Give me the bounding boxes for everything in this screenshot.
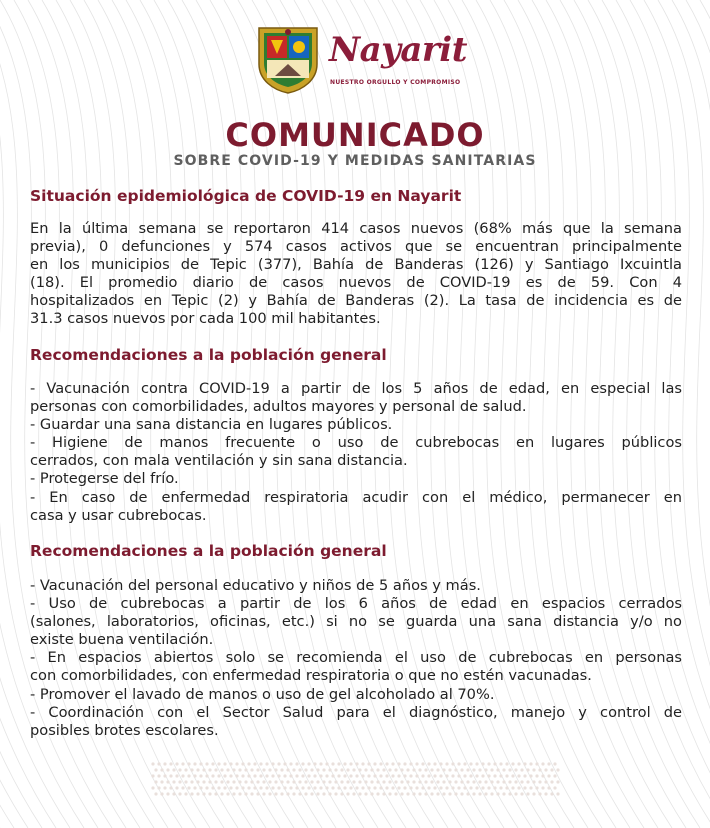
list-item-line: posibles brotes escolares. — [30, 721, 219, 739]
page-subtitle: SOBRE COVID-19 Y MEDIDAS SANITARIAS — [173, 153, 537, 169]
coat-of-arms-icon — [255, 24, 321, 94]
list-item-line: casa y usar cubrebocas. — [30, 506, 207, 524]
list-item-line: - Coordinación con el Sector Salud para el diagnóstico, manejo y control de — [30, 703, 682, 721]
list-item-line: - En caso de enfermedad respiratoria acudir con el médico, permanecer en — [30, 488, 682, 506]
list-item-line: - Higiene de manos frecuente o uso de cubrebocas en lugares públicos — [30, 434, 682, 452]
text-line: (18). El promedio diario de casos nuevos de COVID-19 es de 59. Con 4 — [30, 274, 682, 292]
section-heading-general-recommendations: Recomendaciones a la población general — [30, 346, 387, 364]
list-item-line: cerrados, con mala ventilación y sin sana distancia. — [30, 452, 408, 470]
page-title: COMUNICADO — [225, 116, 485, 154]
list-item-line: - En espacios abiertos solo se recomienda el uso de cubrebocas en personas — [30, 649, 682, 667]
list-item-line: existe buena ventilación. — [30, 631, 214, 649]
text-line: previa), 0 defunciones y 574 casos activos que se encuentran principalmente — [30, 238, 682, 256]
text-line: 31.3 casos nuevos por cada 100 mil habitantes. — [30, 310, 381, 328]
section-body-situation — [30, 220, 682, 329]
text-line: en los municipios de Tepic (377), Bahía de Banderas (126) y Santiago Ixcuintla — [30, 256, 682, 274]
header-logo — [255, 24, 465, 96]
list-item-line: con comorbilidades, con enfermedad respiratoria o que no estén vacunadas. — [30, 667, 592, 685]
list-item-line: personas con comorbilidades, adultos mayores y personal de salud. — [30, 398, 527, 416]
section-body-general-recommendations — [30, 380, 682, 525]
decorative-pattern-band — [150, 760, 560, 800]
brand-slogan: NUESTRO ORGULLO Y COMPROMISO — [330, 79, 461, 86]
text-line: hospitalizados en Tepic (2) y Bahía de Banderas (2). La tasa de incidencia es de — [30, 292, 682, 310]
section-heading-school-recommendations: Recomendaciones a la población general — [30, 542, 387, 560]
list-item-line: - Protegerse del frío. — [30, 470, 179, 488]
list-item-line: - Promover el lavado de manos o uso de gel alcoholado al 70%. — [30, 685, 495, 703]
list-item-line: - Uso de cubrebocas a partir de los 6 años de edad en espacios cerrados — [30, 595, 682, 613]
list-item-line: - Vacunación del personal educativo y niños de 5 años y más. — [30, 577, 481, 594]
section-heading-situation: Situación epidemiológica de COVID-19 en Nayarit — [30, 187, 462, 205]
list-item-line: - Vacunación contra COVID-19 a partir de los 5 años de edad, en especial las — [30, 380, 682, 397]
list-item-line: (salones, laboratorios, oficinas, etc.) si no se guarda una sana distancia y/o no — [30, 613, 682, 631]
brand-name: Nayarit — [329, 30, 467, 70]
section-body-school-recommendations — [30, 577, 682, 740]
text-line: En la última semana se reportaron 414 casos nuevos (68% más que la semana — [30, 220, 682, 237]
list-item-line: - Guardar una sana distancia en lugares públicos. — [30, 416, 393, 434]
